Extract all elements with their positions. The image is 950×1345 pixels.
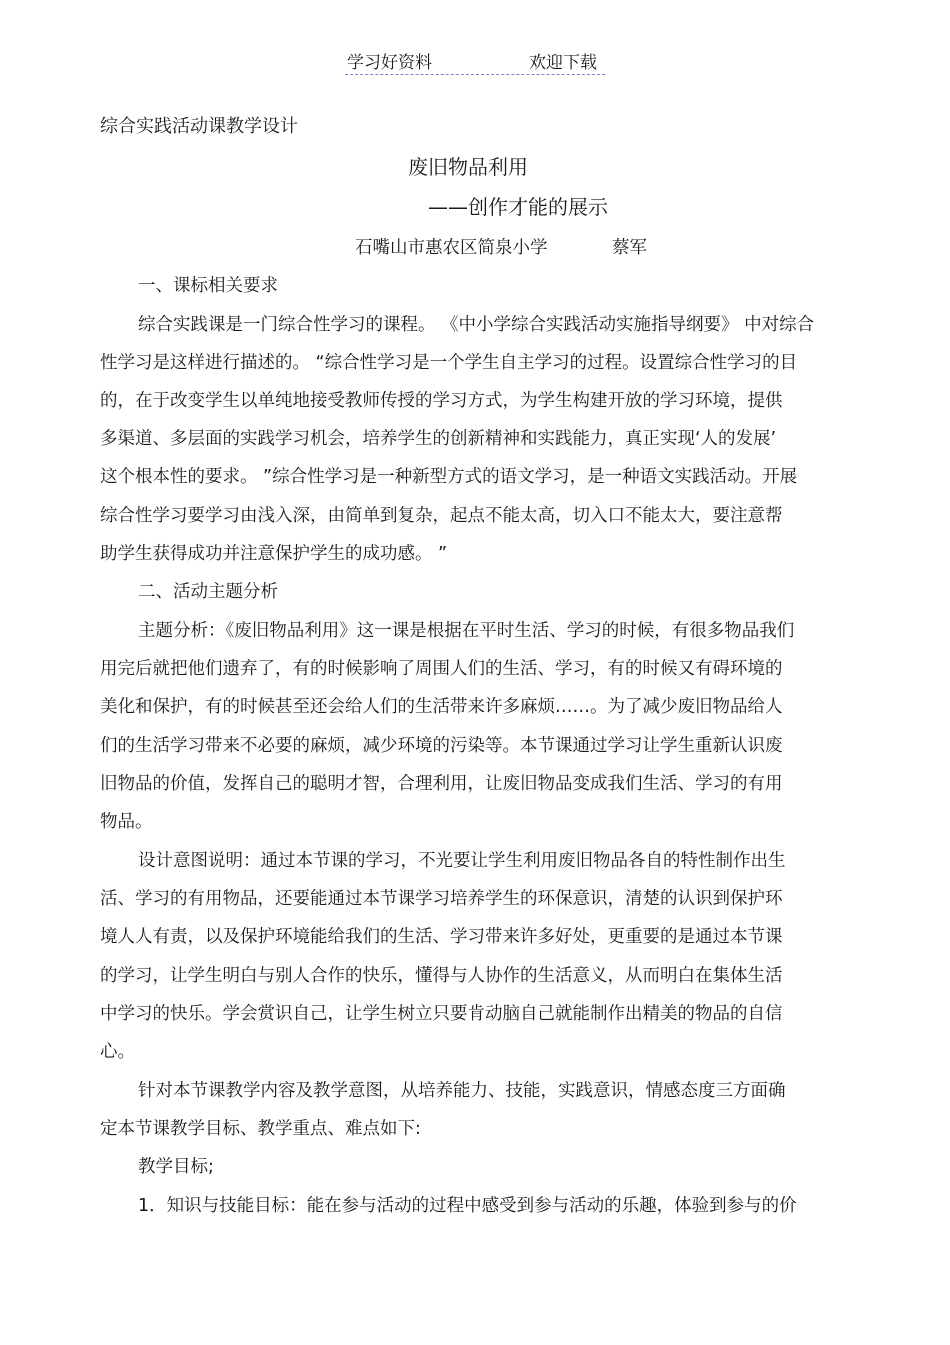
paragraph-line: 用完后就把他们遗弃了，有的时候影响了周围人们的生活、学习，有的时候又有碍环境的 [100, 659, 783, 679]
paragraph-line: 1．知识与技能目标：能在参与活动的过程中感受到参与活动的乐趣，体验到参与的价 [138, 1196, 797, 1216]
paragraph-line: 综合实践课是一门综合性学习的课程。 《中小学综合实践活动实施指导纲要》 中对综合 [138, 315, 815, 335]
header-left-text: 学习好资料 [347, 53, 432, 73]
lesson-title: 废旧物品利用 [408, 155, 528, 179]
paragraph-line: 针对本节课教学内容及教学意图，从培养能力、技能，实践意识，情感态度三方面确 [138, 1081, 786, 1101]
paragraph-line: 美化和保护，有的时候甚至还会给人们的生活带来许多麻烦……。为了减少废旧物品给人 [100, 697, 783, 717]
paragraph-line: 心。 [100, 1042, 135, 1062]
paragraph-line: 主题分析：《废旧物品利用》这一课是根据在平时生活、学习的时候，有很多物品我们 [138, 621, 795, 641]
paragraph-line: 综合性学习要学习由浅入深，由简单到复杂，起点不能太高，切入口不能太大，要注意帮 [100, 506, 783, 526]
paragraph-line: 定本节课教学目标、教学重点、难点如下: [100, 1119, 421, 1139]
lesson-subtitle: ——创作才能的展示 [428, 195, 608, 219]
paragraph-line: 活、学习的有用物品，还要能通过本节课学习培养学生的环保意识，清楚的认识到保护环 [100, 889, 783, 909]
paragraph-line: 旧物品的价值，发挥自己的聪明才智，合理利用，让废旧物品变成我们生活、学习的有用 [100, 774, 783, 794]
header-right-text: 欢迎下载 [529, 53, 597, 73]
paragraph-line: 物品。 [100, 812, 153, 832]
paragraph-line: 的，在于改变学生以单纯地接受教师传授的学习方式，为学生构建开放的学习环境，提供 [100, 391, 783, 411]
page-header [345, 48, 605, 75]
paragraph-line: 这个根本性的要求。 ”综合性学习是一种新型方式的语文学习，是一种语文实践活动。开展 [100, 467, 798, 487]
author-name: 蔡军 [612, 238, 647, 258]
author-school: 石嘴山市惠农区简泉小学 [355, 238, 548, 258]
paragraph-line: 境人人有责，以及保护环境能给我们的生活、学习带来许多好处，更重要的是通过本节课 [100, 927, 783, 947]
paragraph-line: 们的生活学习带来不必要的麻烦，减少环境的污染等。本节课通过学习让学生重新认识废 [100, 736, 783, 756]
document-type: 综合实践活动课教学设计 [100, 116, 298, 137]
paragraph-line: 多渠道、多层面的实践学习机会，培养学生的创新精神和实践能力，真正实现‘人的发展’ [100, 429, 777, 449]
section-heading: 教学目标; [138, 1157, 214, 1177]
section-heading: 一、课标相关要求 [138, 276, 278, 296]
section-heading: 二、活动主题分析 [138, 582, 278, 602]
paragraph-line: 中学习的快乐。学会赏识自己，让学生树立只要肯动脑自己就能制作出精美的物品的自信 [100, 1004, 783, 1024]
paragraph-line: 助学生获得成功并注意保护学生的成功感。 ” [100, 544, 448, 564]
paragraph-line: 设计意图说明：通过本节课的学习，不光要让学生利用废旧物品各自的特性制作出生 [138, 851, 786, 871]
paragraph-line: 性学习是这样进行描述的。 “综合性学习是一个学生自主学习的过程。设置综合性学习的目 [100, 353, 798, 373]
paragraph-line: 的学习，让学生明白与别人合作的快乐，懂得与人协作的生活意义，从而明白在集体生活 [100, 966, 783, 986]
